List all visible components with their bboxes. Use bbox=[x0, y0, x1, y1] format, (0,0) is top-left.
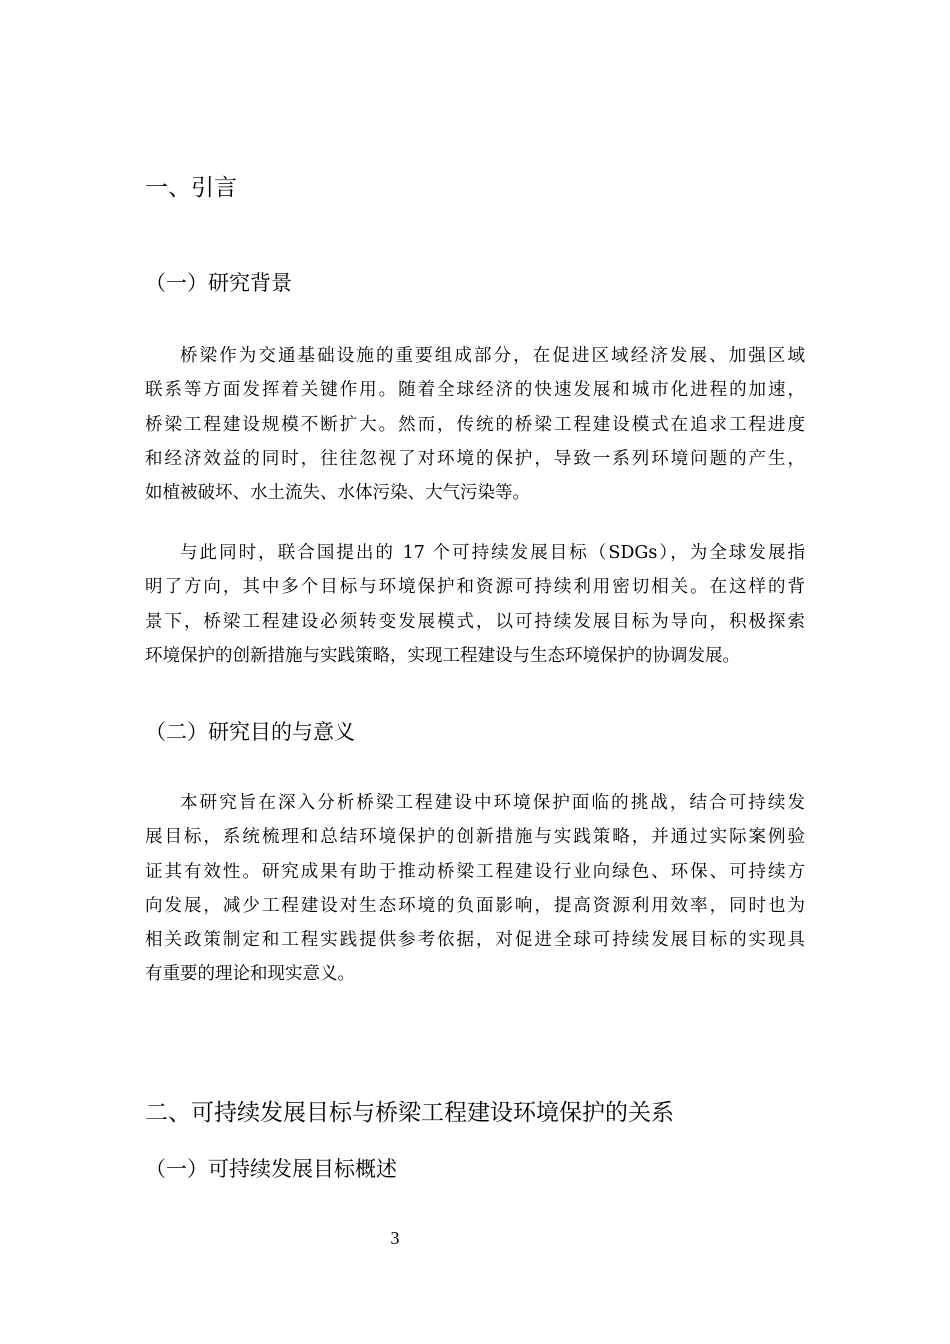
text-line: 本研究旨在深入分析桥梁工程建设中环境保护面临的挑战，结合可持续发 bbox=[180, 793, 805, 813]
text-line: 桥梁工程建设规模不断扩大。然而，传统的桥梁工程建设模式在追求工程进度 bbox=[145, 414, 805, 435]
heading-research-background: （一）研究背景 bbox=[145, 271, 292, 295]
text-line: 明了方向，其中多个目标与环境保护和资源可持续利用密切相关。在这样的背 bbox=[145, 577, 805, 598]
heading-introduction: 一、引言 bbox=[145, 175, 237, 201]
text-line: 向发展，减少工程建设对生态环境的负面影响，提高资源利用效率，同时也为 bbox=[145, 895, 805, 916]
heading-sdg-relation: 二、可持续发展目标与桥梁工程建设环境保护的关系 bbox=[145, 1100, 674, 1126]
text-line: 环境保护的创新措施与实践策略，实现工程建设与生态环境保护的协调发展。 bbox=[145, 645, 740, 666]
text-line: 展目标，系统梳理和总结环境保护的创新措施与实践策略，并通过实际案例验 bbox=[145, 827, 805, 848]
text-line: 有重要的理论和现实意义。 bbox=[145, 964, 355, 985]
text-line: 证其有效性。研究成果有助于推动桥梁工程建设行业向绿色、环保、可持续方 bbox=[145, 861, 805, 882]
heading-research-purpose: （二）研究目的与意义 bbox=[145, 720, 355, 744]
text-line: 相关政策制定和工程实践提供参考依据，对促进全球可持续发展目标的实现具 bbox=[145, 930, 805, 951]
text-line: 和经济效益的同时，往往忽视了对环境的保护，导致一系列环境问题的产生， bbox=[145, 448, 805, 469]
text-line: 景下，桥梁工程建设必须转变发展模式，以可持续发展目标为导向，积极探索 bbox=[145, 611, 805, 632]
text-line: 联系等方面发挥着关键作用。随着全球经济的快速发展和城市化进程的加速， bbox=[145, 380, 805, 401]
text-line: 桥梁作为交通基础设施的重要组成部分，在促进区域经济发展、加强区域 bbox=[180, 346, 805, 366]
paragraph-purpose bbox=[145, 786, 805, 992]
paragraph-background-2 bbox=[145, 536, 805, 673]
text-line: 与此同时，联合国提出的 17 个可持续发展目标（SDGs），为全球发展指 bbox=[180, 543, 805, 563]
paragraph-background-1 bbox=[145, 339, 805, 510]
text-line: 如植被破坏、水土流失、水体污染、大气污染等。 bbox=[145, 483, 530, 504]
page-number: 3 bbox=[390, 1228, 400, 1248]
heading-sdg-overview: （一）可持续发展目标概述 bbox=[145, 1157, 397, 1181]
